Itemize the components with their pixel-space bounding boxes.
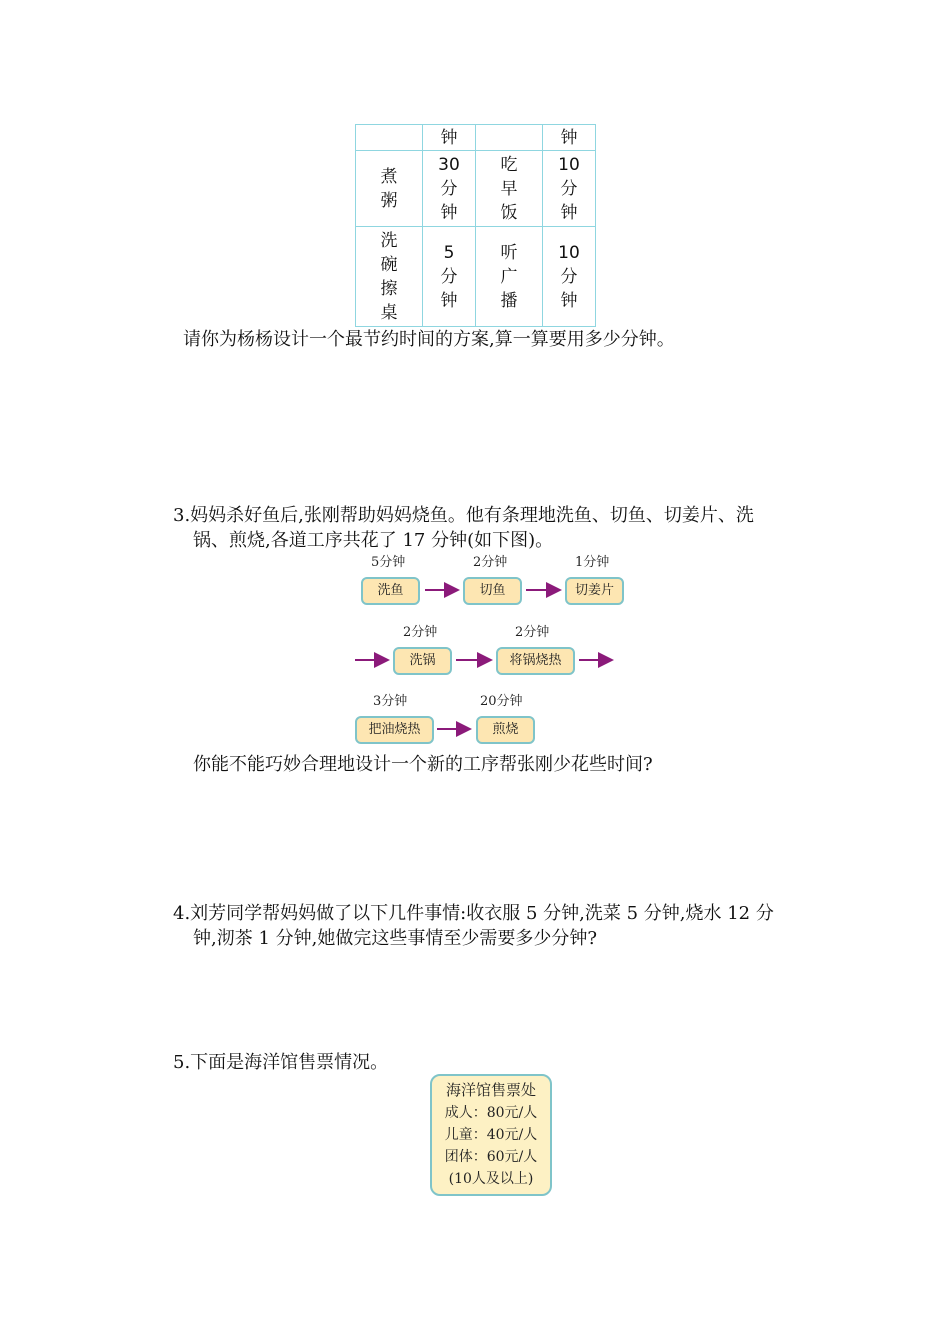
table-cell: 钟	[423, 125, 476, 151]
step-time-label: 2分钟	[515, 625, 550, 640]
sign-title: 海洋馆售票处	[445, 1081, 536, 1099]
question-5-line-1: 5.下面是海洋馆售票情况。	[173, 1052, 389, 1073]
step-time-label: 20分钟	[480, 694, 523, 709]
step-box-cut-fish: 切鱼	[463, 577, 522, 605]
step-time-label: 1分钟	[575, 555, 610, 570]
step-box-heat-oil: 把油烧热	[355, 716, 434, 744]
ticket-price-sign	[430, 1074, 552, 1196]
table-cell: 10分钟	[543, 151, 596, 227]
table-cell: 煮粥	[356, 151, 423, 227]
table-cell: 听广播	[476, 227, 543, 327]
table-cell: 吃早饭	[476, 151, 543, 227]
step-box-wash-fish: 洗鱼	[361, 577, 420, 605]
table-cell: 钟	[543, 125, 596, 151]
step-time-label: 2分钟	[403, 625, 438, 640]
question-3-prompt: 你能不能巧妙合理地设计一个新的工序帮张刚少花些时间?	[193, 754, 653, 775]
step-time-label: 3分钟	[373, 694, 408, 709]
step-box-heat-pot: 将锅烧热	[496, 647, 575, 675]
table-cell: 30分钟	[423, 151, 476, 227]
question-2-prompt: 请你为杨杨设计一个最节约时间的方案,算一算要用多少分钟。	[183, 329, 675, 350]
step-time-label: 5分钟	[371, 555, 406, 570]
question-3-line-2: 锅、煎烧,各道工序共花了 17 分钟(如下图)。	[193, 530, 554, 551]
question-4-line-2: 钟,沏茶 1 分钟,她做完这些事情至少需要多少分钟?	[193, 928, 597, 949]
step-box-wash-pot: 洗锅	[393, 647, 452, 675]
table-cell: 10分钟	[543, 227, 596, 327]
step-box-fry: 煎烧	[476, 716, 535, 744]
step-box-slice-ginger: 切姜片	[565, 577, 624, 605]
question-4-line-1: 4.刘芳同学帮妈妈做了以下几件事情:收衣服 5 分钟,洗菜 5 分钟,烧水 12 分	[173, 903, 774, 924]
sign-adult-price: 成人：80元/人	[444, 1105, 538, 1121]
step-time-label: 2分钟	[473, 555, 508, 570]
sign-group-price: 团体：60元/人	[444, 1149, 538, 1165]
sign-group-note: (10人及以上)	[448, 1171, 534, 1187]
sign-child-price: 儿童：40元/人	[444, 1127, 538, 1143]
table-cell: 洗碗擦桌	[356, 227, 423, 327]
table-cell: 5分钟	[423, 227, 476, 327]
question-3-line-1: 3.妈妈杀好鱼后,张刚帮助妈妈烧鱼。他有条理地洗鱼、切鱼、切姜片、洗	[173, 505, 754, 526]
